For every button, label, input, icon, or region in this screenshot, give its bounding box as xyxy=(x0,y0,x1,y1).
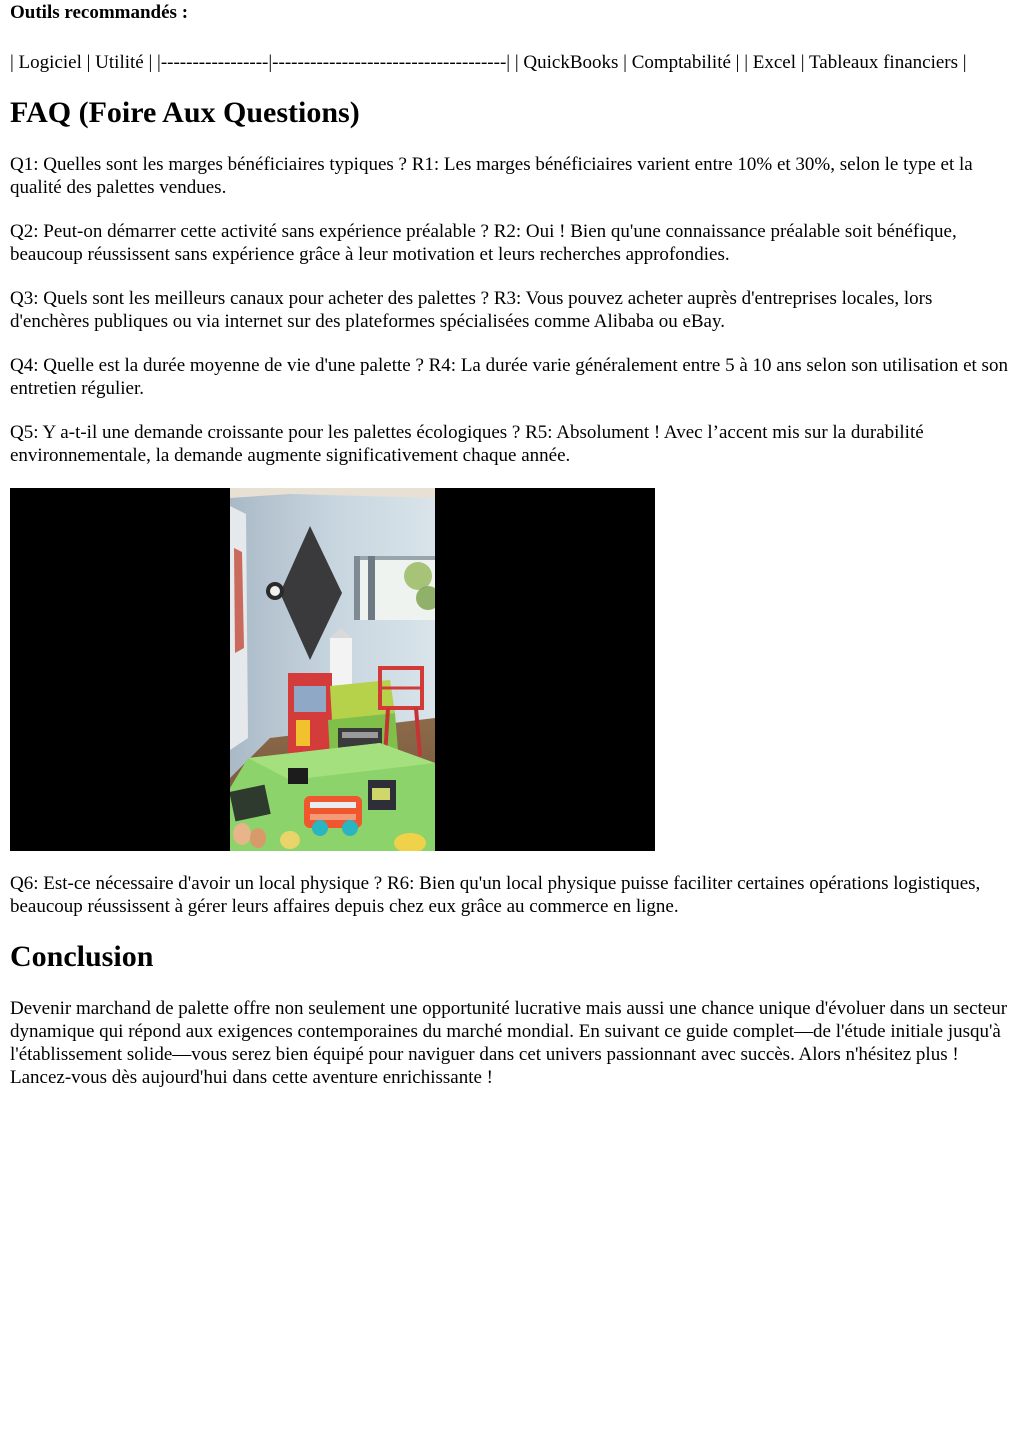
tools-table-text: | Logiciel | Utilité | |-----------------|-------------------------------------| | QuickBooks | Comptabilité | | Excel | Tableaux financiers | xyxy=(10,52,967,73)
video-thumbnail[interactable] xyxy=(10,488,655,851)
faq-item-q4: Q4: Quelle est la durée moyenne de vie d'une palette ? R4: La durée varie généralement entre 5 à 10 ans selon son utilisation et son entretien régulier. xyxy=(10,355,1008,399)
faq-item-q2: Q2: Peut-on démarrer cette activité sans expérience préalable ? R2: Oui ! Bien qu'une connaissance préalable soit bénéfique, beaucoup réussissent sans expérience grâce à leur motivation et leurs recherches approfondies. xyxy=(10,221,957,265)
faq-item-q6: Q6: Est-ce nécessaire d'avoir un local physique ? R6: Bien qu'un local physique puisse faciliter certaines opérations logistiques, beaucoup réussissent à gérer leurs affaires depuis chez eux grâce au commerce en ligne. xyxy=(10,873,981,917)
conclusion-heading: Conclusion xyxy=(10,940,154,973)
conclusion-paragraph: Devenir marchand de palette offre non seulement une opportunité lucrative mais aussi une chance unique d'évoluer dans un secteur dynamique qui répond aux exigences contemporaines du marché mondial. En suivant ce guide complet—de l'étude initiale jusqu'à l'établissement solide—vous serez bien équipé pour naviguer dans cet univers passionnant avec succès. Alors n'hésitez plus ! Lancez-vous dès aujourd'hui dans cette aventure enrichissante ! xyxy=(10,998,1008,1088)
tools-title: Outils recommandés : xyxy=(10,2,189,23)
faq-heading: FAQ (Foire Aux Questions) xyxy=(10,96,360,129)
faq-list xyxy=(10,153,1014,467)
room-photo-illustration xyxy=(230,488,435,851)
room-photo xyxy=(230,488,435,851)
faq-item-q5: Q5: Y a-t-il une demande croissante pour les palettes écologiques ? R5: Absolument ! Avec l’accent mis sur la durabilité environnementale, la demande augmente significativement chaque année. xyxy=(10,422,924,466)
faq-item-q3: Q3: Quels sont les meilleurs canaux pour acheter des palettes ? R3: Vous pouvez acheter auprès d'entreprises locales, lors d'enchères publiques ou via internet sur des plateformes spécialisées comme Alibaba ou eBay. xyxy=(10,288,933,332)
faq-item-q1: Q1: Quelles sont les marges bénéficiaires typiques ? R1: Les marges bénéficiaires varient entre 10% et 30%, selon le type et la qualité des palettes vendues. xyxy=(10,154,973,198)
